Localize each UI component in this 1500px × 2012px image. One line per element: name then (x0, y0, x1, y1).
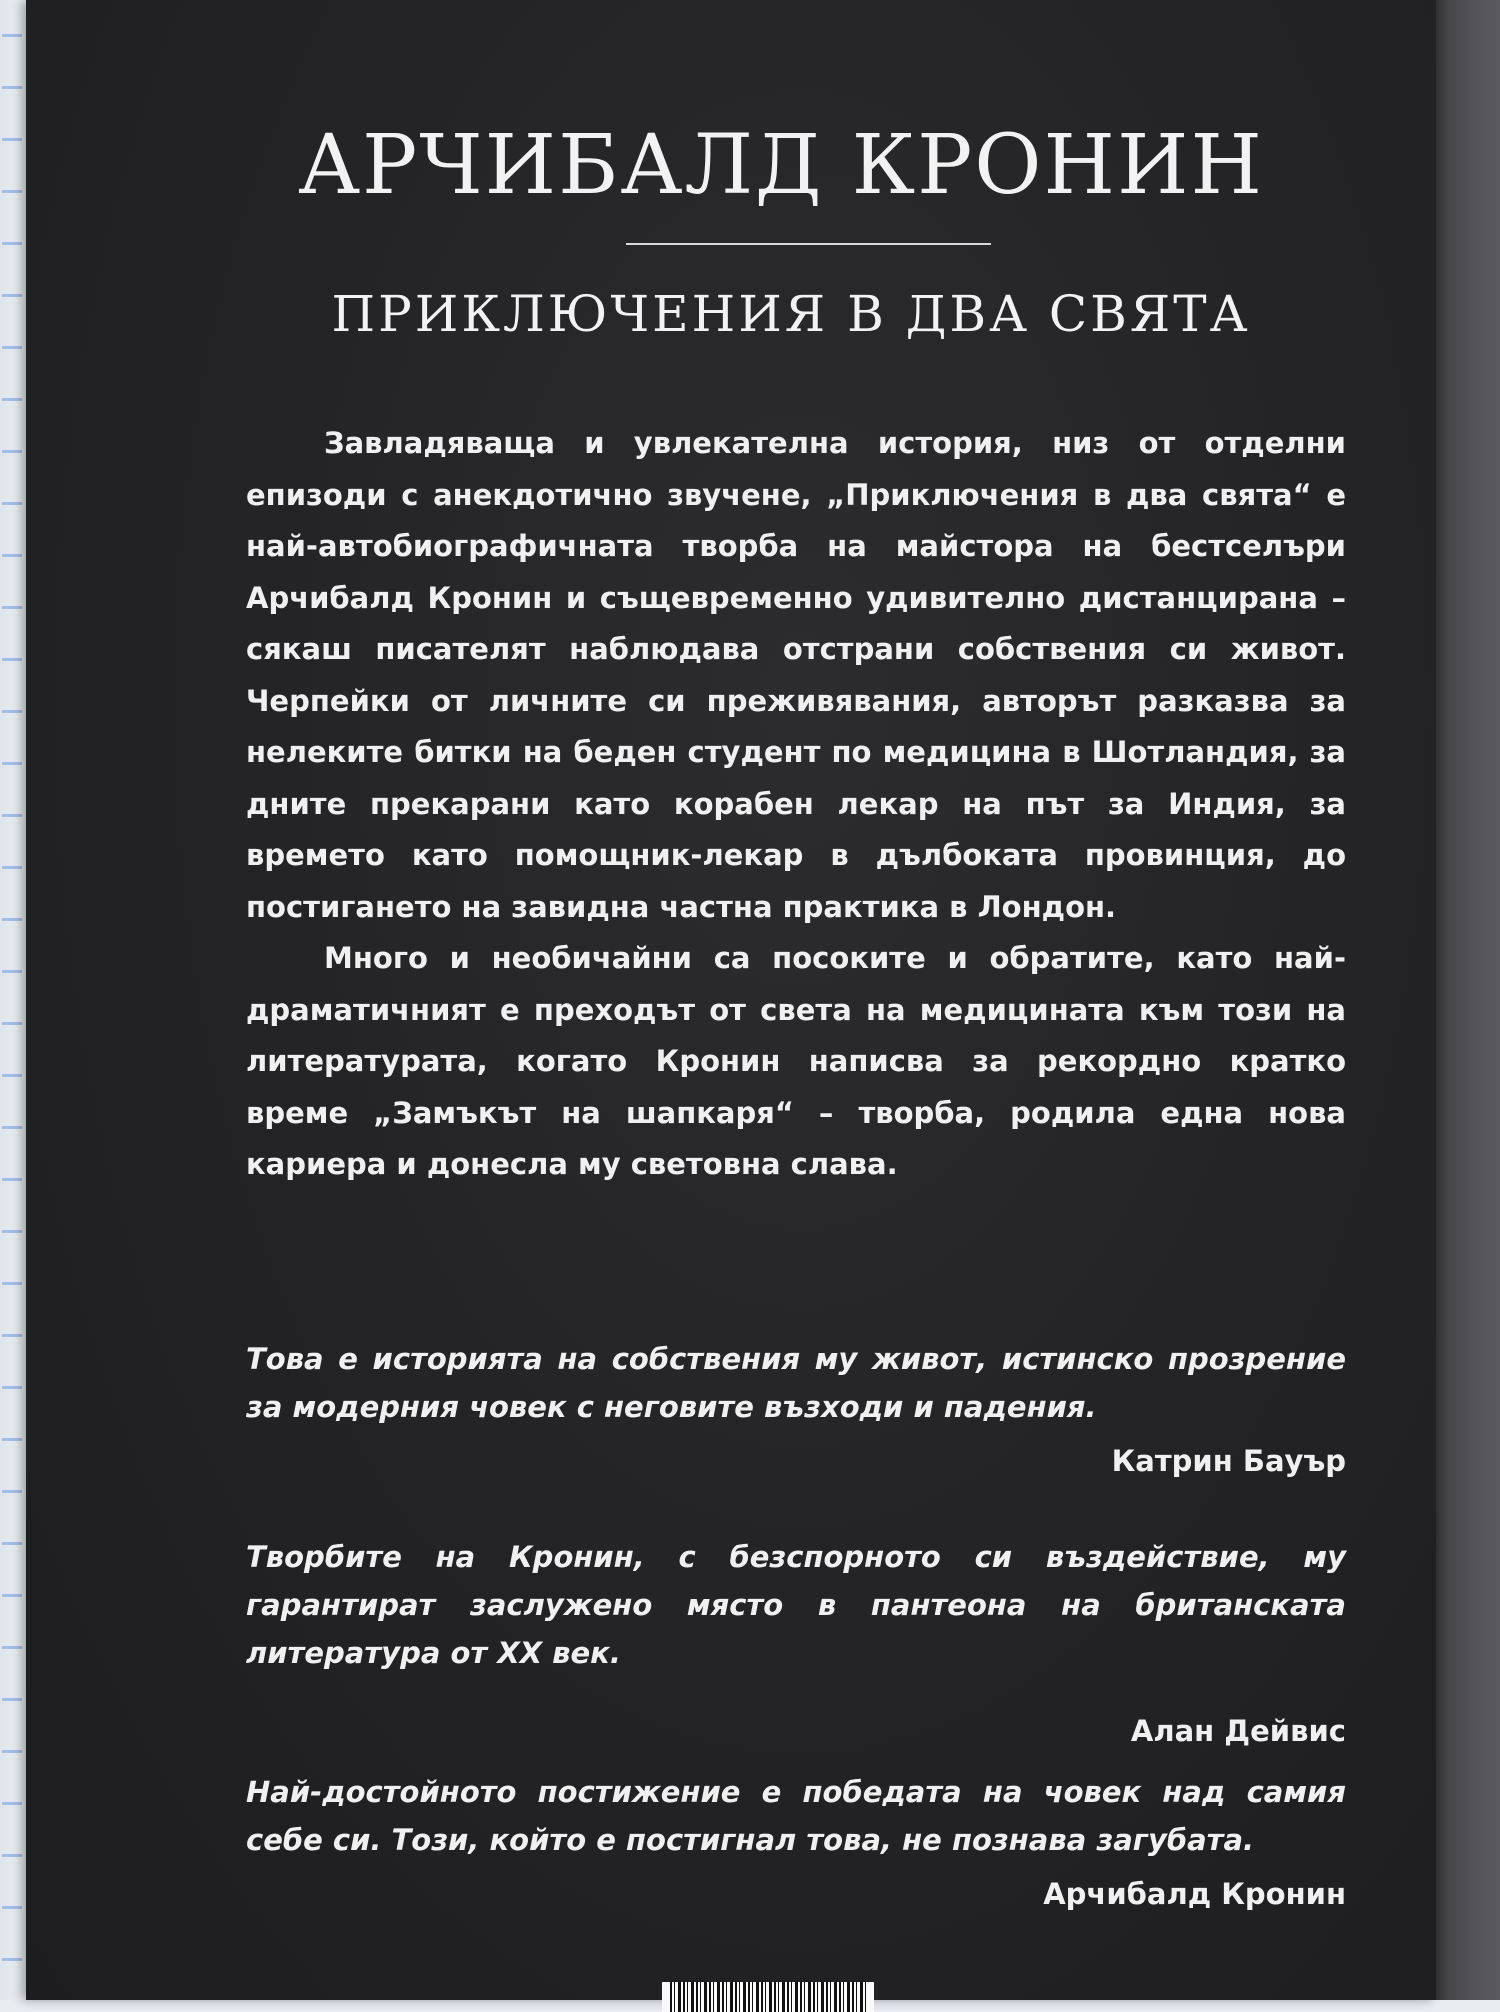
book-spine-edge (1430, 0, 1500, 2000)
quote-author: Алан Дейвис (1130, 1714, 1346, 1748)
author-name: АРЧИБАЛД КРОНИН (297, 118, 1265, 213)
quote-author: Катрин Бауър (1111, 1444, 1346, 1478)
barcode-lines (670, 1982, 866, 2012)
book-back-cover (26, 0, 1436, 2000)
book-description (246, 418, 1346, 1191)
book-title: ПРИКЛЮЧЕНИЯ В ДВА СВЯТА (331, 285, 1251, 343)
quote-text: Това е историята на собствения му живот, истинско прозрение за модерния човек с неговите възходи и падения. (246, 1342, 1346, 1424)
quote-text: Най-достойното постижение е победата на човек над самия себе си. Този, който е постигнал това, не познава загубата. (246, 1775, 1346, 1857)
notebook-margin-holes (2, 0, 22, 2000)
review-quote (246, 1533, 1346, 1755)
barcode (662, 1982, 874, 2012)
description-paragraph: Много и необичайни са посоките и обратите, като най-драматичният е преходът от света на медицината към този на литературата, когато Кронин написва за рекордно кратко време „Замъкът на шапкаря“ – творба, родила една нова кариера и донесла му световна слава. (246, 941, 1346, 1181)
cover-content (26, 0, 1436, 2000)
title-divider (626, 243, 991, 245)
review-quote (246, 1335, 1346, 1485)
quote-text: Творбите на Кронин, с безспорното си въздействие, му гарантират заслужено място в пантеона на британската литература от XX век. (246, 1540, 1346, 1670)
review-quote (246, 1768, 1346, 1918)
quote-author: Арчибалд Кронин (1043, 1877, 1346, 1911)
description-paragraph: Завладяваща и увлекателна история, низ от отделни епизоди с анекдотично звучене, „Приключения в два свята“ е най-автобиографичната творба на майстора на бестселъри Арчибалд Кронин и същевременно удивително дистанцирана – сякаш писателят наблюдава отстрани собствения си живот. Черпейки от личните си преживявания, авторът разказва за нелеките битки на беден студент по медицина в Шотландия, за дните прекарани като корабен лекар на път за Индия, за времето като помощник-лекар в дълбоката провинция, до постигането на завидна частна практика в Лондон. (246, 426, 1346, 924)
